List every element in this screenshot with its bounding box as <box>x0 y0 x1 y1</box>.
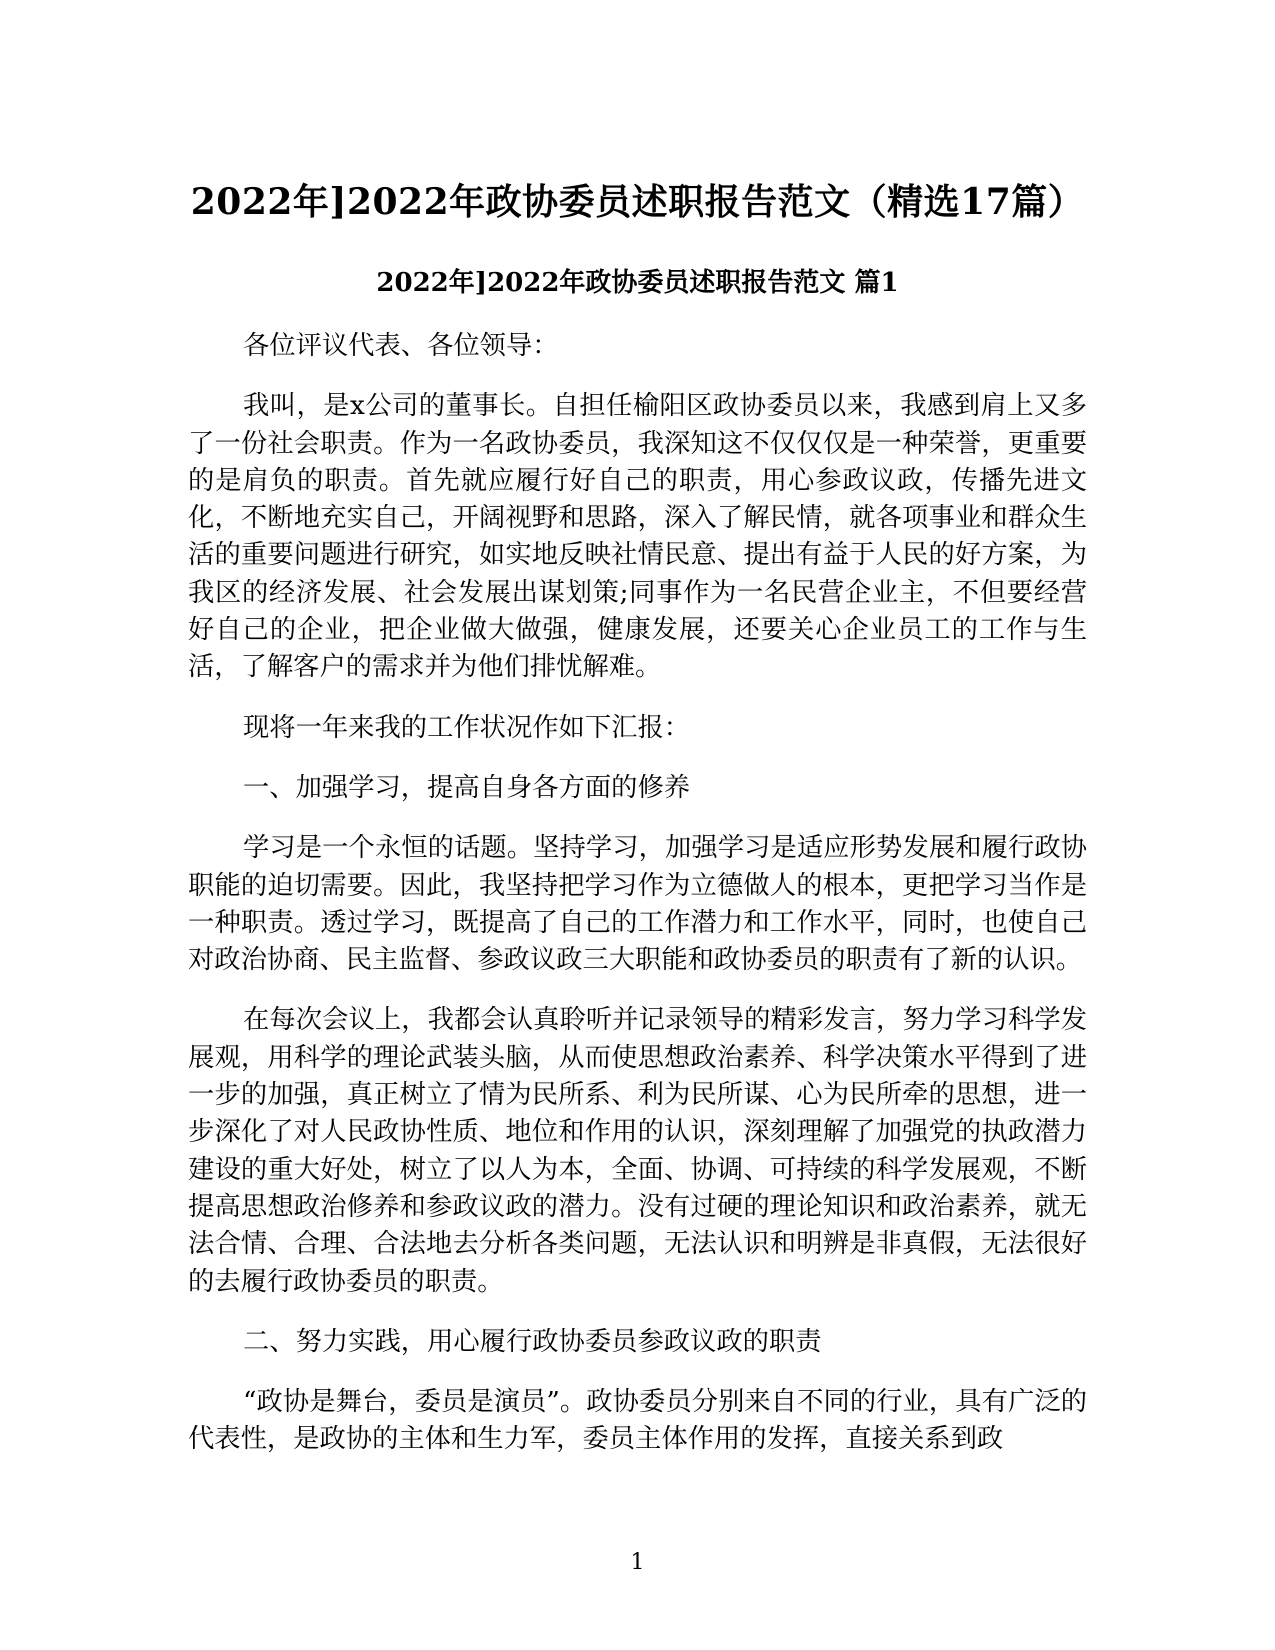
report-lead-paragraph: 现将一年来我的工作状况作如下汇报： <box>243 712 691 743</box>
intro-paragraph: 我叫，是x公司的董事长。自担任榆阳区政协委员以来，我感到肩上又多了一份社会职责。作为一名政协委员，我深知这不仅仅仅是一种荣誉，更重要的是肩负的职责。首先就应履行好自己的职责，用心参政议政，传播先进文化，不断地充实自己，开阔视野和思路，深入了解民情，就各项事业和群众生活的重要问题进行研究，如实地反映社情民意、提出有益于人民的好方案，为我区的经济发展、社会发展出谋划策;同事作为一名民营企业主，不但要经营好自己的企业，把企业做大做强，健康发展，还要关心企业员工的工作与生活，了解客户的需求并为他们排忧解难。 <box>188 391 1087 683</box>
page-number: 1 <box>630 1550 645 1575</box>
section-one-heading: 一、加强学习，提高自身各方面的修养 <box>243 772 691 803</box>
document-title: 2022年]2022年政协委员述职报告范文（精选17篇） <box>190 181 1085 223</box>
stage-paragraph: “政协是舞台，委员是演员”。政协委员分别来自不同的行业，具有广泛的代表性，是政协的主体和生力军，委员主体作用的发挥，直接关系到政 <box>188 1387 1087 1455</box>
salutation-paragraph: 各位评议代表、各位领导： <box>243 331 559 361</box>
section-heading: 2022年]2022年政协委员述职报告范文 篇1 <box>376 268 899 298</box>
meeting-paragraph: 在每次会议上，我都会认真聆听并记录领导的精彩发言，努力学习科学发展观，用科学的理论武装头脑，从而使思想政治素养、科学决策水平得到了进一步的加强，真正树立了情为民所系、利为民所谋、心为民所牵的思想，进一步深化了对人民政协性质、地位和作用的认识，深刻理解了加强党的执政潜力建设的重大好处，树立了以人为本，全面、协调、可持续的科学发展观，不断提高思想政治修养和参政议政的潜力。没有过硬的理论知识和政治素养，就无法合情、合理、合法地去分析各类问题，无法认识和明辨是非真假，无法很好的去履行政协委员的职责。 <box>188 1005 1087 1297</box>
study-paragraph: 学习是一个永恒的话题。坚持学习，加强学习是适应形势发展和履行政协职能的迫切需要。因此，我坚持把学习作为立德做人的根本，更把学习当作是一种职责。透过学习，既提高了自己的工作潜力和工作水平，同时，也使自己对政治协商、民主监督、参政议政三大职能和政协委员的职责有了新的认识。 <box>188 833 1087 976</box>
document-body <box>188 328 1087 1482</box>
section-two-heading: 二、努力实践，用心履行政协委员参政议政的职责 <box>243 1326 822 1357</box>
